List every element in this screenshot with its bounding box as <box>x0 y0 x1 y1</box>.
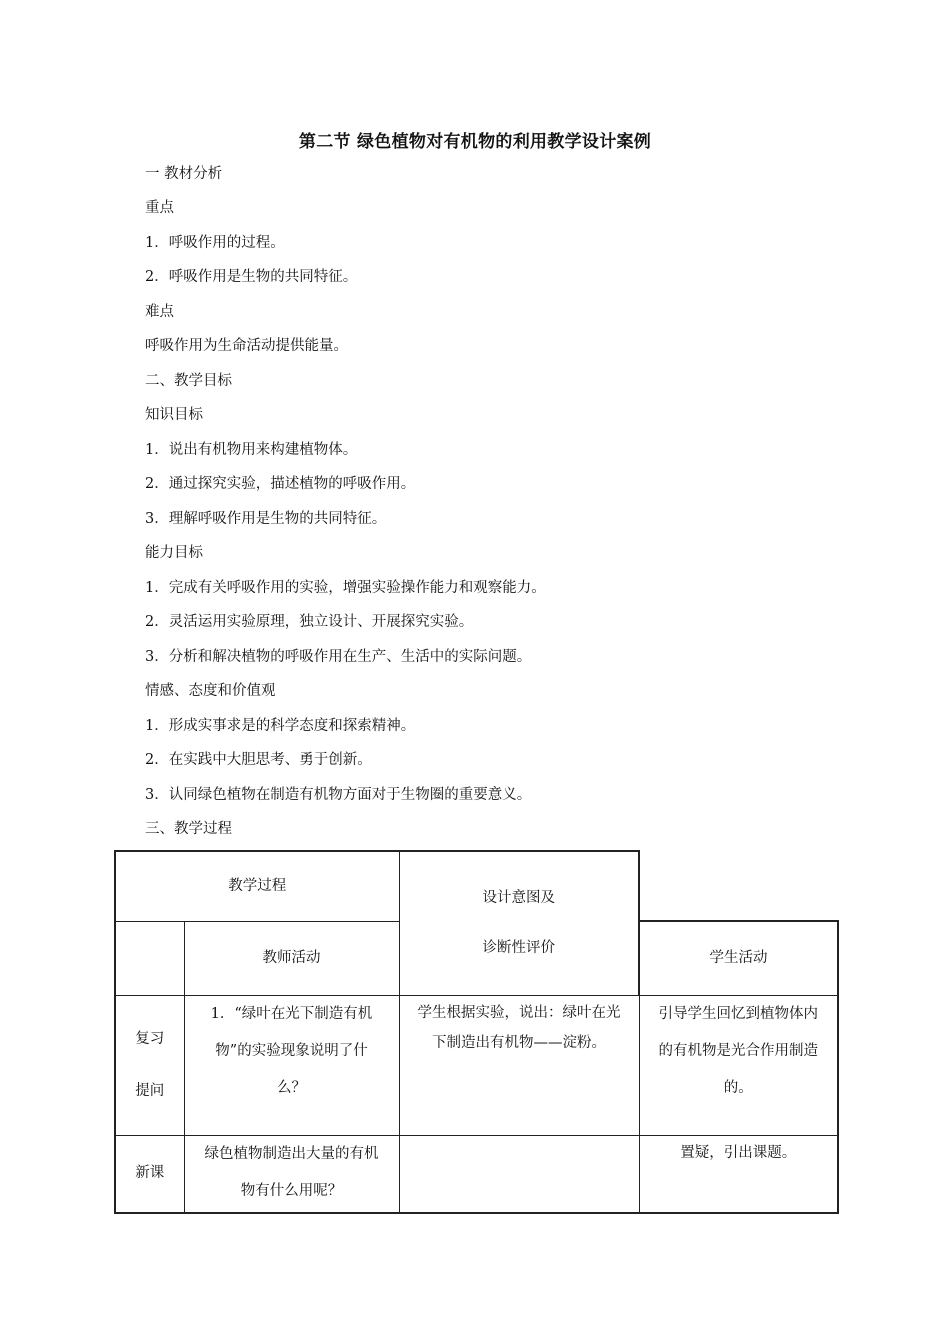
stage-label: 提问 <box>135 1083 165 1099</box>
cell-line: 么？ <box>277 1079 306 1096</box>
cell-line: 物有什么用呢？ <box>240 1182 343 1199</box>
header-student-activity-label: 学生活动 <box>709 949 768 966</box>
cell-line: 下制造出有机物——淀粉。 <box>432 1034 606 1051</box>
cell-line: 1．“绿叶在光下制造有机 <box>210 1005 373 1022</box>
header-stage-empty <box>115 921 184 995</box>
table-row <box>115 1135 838 1213</box>
header-empty-cell <box>639 851 838 921</box>
design-intent-cell <box>399 995 639 1135</box>
header-student-activity <box>639 921 838 995</box>
cell-line: 置疑，引出课题。 <box>680 1144 797 1161</box>
header-teaching-process-label: 教学过程 <box>228 877 287 894</box>
cell-line: 的。 <box>723 1079 753 1096</box>
stage-cell <box>115 995 184 1135</box>
table-row <box>115 995 838 1135</box>
list-item: 1．说出有机物用来构建植物体。 <box>145 442 358 458</box>
stage-cell <box>115 1135 184 1213</box>
subheading: 重点 <box>145 200 174 216</box>
list-item: 1．形成实事求是的科学态度和探索精神。 <box>145 718 416 734</box>
student-activity-cell <box>639 1135 838 1213</box>
list-item: 1．呼吸作用的过程。 <box>145 235 285 251</box>
list-item: 1．完成有关呼吸作用的实验，增强实验操作能力和观察能力。 <box>145 580 546 596</box>
list-item: 3．分析和解决植物的呼吸作用在生产、生活中的实际问题。 <box>145 649 532 665</box>
section-heading: 一 教材分析 <box>145 166 223 182</box>
list-item: 2．呼吸作用是生物的共同特征。 <box>145 269 358 285</box>
teacher-activity-cell <box>184 995 399 1135</box>
section-heading: 三、教学过程 <box>145 821 232 837</box>
student-activity-cell <box>639 995 838 1135</box>
list-item: 2．在实践中大胆思考、勇于创新。 <box>145 752 372 768</box>
section-heading: 二、教学目标 <box>145 373 232 389</box>
cell-line: 的有机物是光合作用制造 <box>658 1042 818 1059</box>
header-design-intent-line: 设计意图及 <box>482 890 555 907</box>
list-item: 3．认同绿色植物在制造有机物方面对于生物圈的重要意义。 <box>145 787 532 803</box>
design-intent-cell <box>399 1135 639 1213</box>
header-design-intent-line: 诊断性评价 <box>482 940 555 957</box>
cell-line: 学生根据实验，说出：绿叶在光 <box>417 1004 621 1021</box>
subheading: 难点 <box>145 304 174 320</box>
cell-line: 绿色植物制造出大量的有机 <box>204 1145 379 1162</box>
teacher-activity-cell <box>184 1135 399 1213</box>
cell-line: 引导学生回忆到植物体内 <box>658 1005 818 1022</box>
subheading: 情感、态度和价值观 <box>145 683 276 699</box>
stage-label: 复习 <box>135 1031 165 1047</box>
list-item: 2．通过探究实验，描述植物的呼吸作用。 <box>145 476 416 492</box>
subheading: 能力目标 <box>145 545 203 561</box>
teaching-process-table <box>114 850 839 1214</box>
document-title: 第二节 绿色植物对有机物的利用教学设计案例 <box>298 132 652 152</box>
stage-label: 新课 <box>135 1165 165 1182</box>
cell-line: 物”的实验现象说明了什 <box>215 1042 368 1059</box>
header-teaching-process <box>115 851 399 921</box>
header-teacher-activity-label: 教师活动 <box>262 949 321 966</box>
subheading: 知识目标 <box>145 407 203 423</box>
header-teacher-activity <box>184 921 399 995</box>
paragraph: 呼吸作用为生命活动提供能量。 <box>145 338 348 354</box>
list-item: 2．灵活运用实验原理，独立设计、开展探究实验。 <box>145 614 474 630</box>
list-item: 3．理解呼吸作用是生物的共同特征。 <box>145 511 387 527</box>
header-design-intent <box>399 851 639 995</box>
